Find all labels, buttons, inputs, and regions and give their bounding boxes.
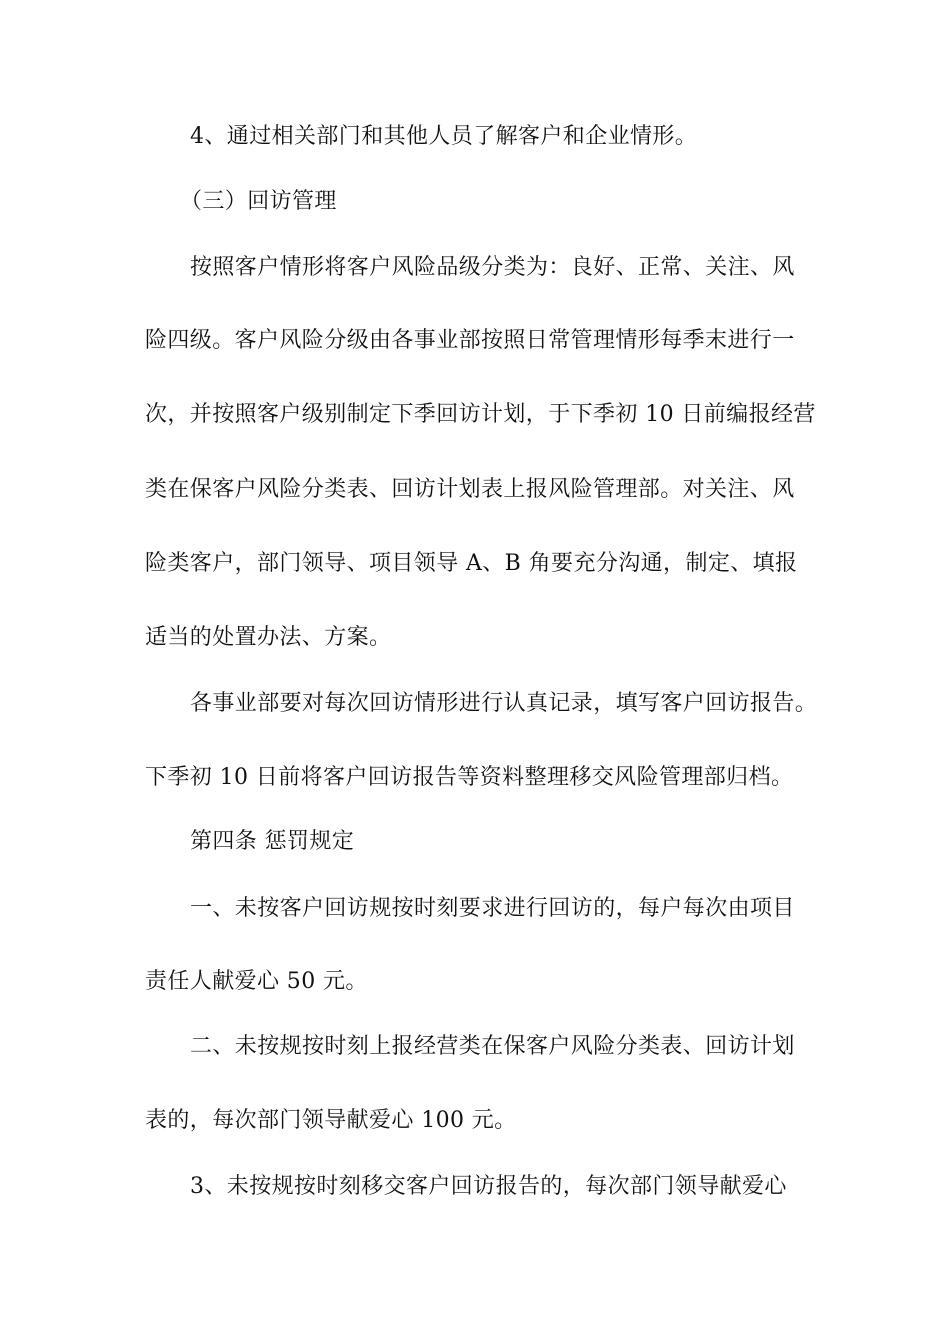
text-line-item-4: 4、通过相关部门和其他人员了解客户和企业情形。 xyxy=(190,124,698,149)
paragraph-line: 一、未按客户回访规按时刻要求进行回访的，每户每次由项目 xyxy=(190,896,795,921)
article-heading-penalty: 第四条 惩罚规定 xyxy=(190,829,355,854)
paragraph-line: 表的，每次部门领导献爱心 100 元。 xyxy=(145,1108,517,1133)
paragraph-line: 各事业部要对每次回访情形进行认真记录，填写客户回访报告。 xyxy=(190,691,818,716)
paragraph-line: 二、未按规按时刻上报经营类在保客户风险分类表、回访计划 xyxy=(190,1034,795,1059)
paragraph-line: 下季初 10 日前将客户回访报告等资料整理移交风险管理部归档。 xyxy=(145,765,794,790)
paragraph-line: 适当的处置办法、方案。 xyxy=(145,625,392,650)
paragraph-line: 按照客户情形将客户风险品级分类为：良好、正常、关注、风 xyxy=(190,255,795,280)
section-heading-visit-management: （三）回访管理 xyxy=(180,189,337,214)
paragraph-line: 险类客户，部门领导、项目领导 A、B 角要充分沟通，制定、填报 xyxy=(145,551,798,576)
paragraph-line: 3、未按规按时刻移交客户回访报告的，每次部门领导献爱心 xyxy=(190,1174,787,1199)
paragraph-line: 次，并按照客户级别制定下季回访计划，于下季初 10 日前编报经营 xyxy=(145,402,816,427)
paragraph-line: 责任人献爱心 50 元。 xyxy=(145,969,368,994)
paragraph-line: 险四级。客户风险分级由各事业部按照日常管理情形每季末进行一 xyxy=(145,328,795,353)
paragraph-line: 类在保客户风险分类表、回访计划表上报风险管理部。对关注、风 xyxy=(145,477,795,502)
